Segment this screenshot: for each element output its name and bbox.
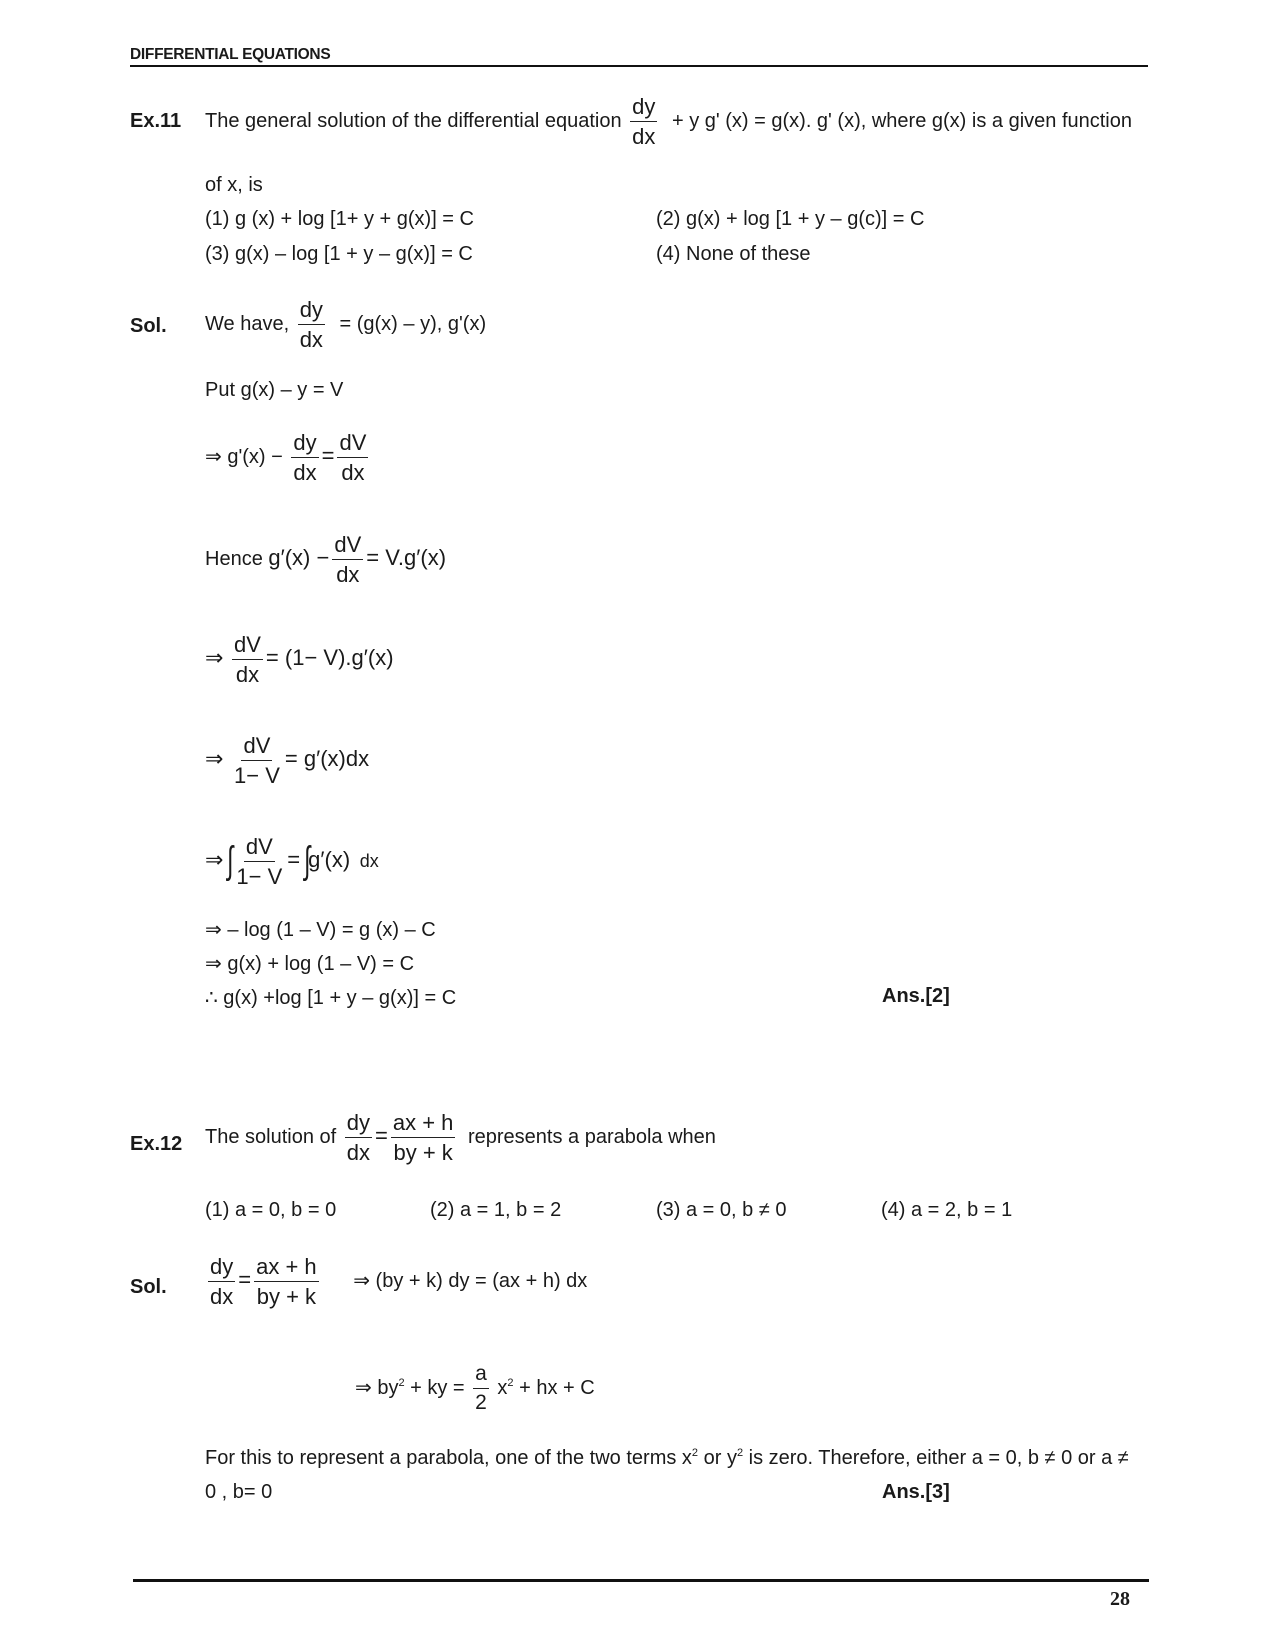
ex11-step-10: ∴ g(x) +log [1 + y – g(x)] = C bbox=[205, 987, 457, 1009]
step-text: We have, bbox=[205, 313, 290, 336]
equals-sign: = bbox=[238, 1267, 252, 1293]
dy-dx-fraction bbox=[630, 94, 657, 150]
ex12-label: Ex.12 bbox=[130, 1133, 183, 1155]
implies-arrow: ⇒ bbox=[205, 645, 224, 671]
ex11-option-3: (3) g(x) – log [1 + y – g(x)] = C bbox=[205, 243, 473, 265]
paragraph-text: For this to represent a parabola, one of the two terms x bbox=[205, 1447, 692, 1469]
implies-arrow: ⇒ bbox=[205, 746, 224, 772]
ex11-question bbox=[205, 94, 1132, 150]
fraction-numerator: dy bbox=[630, 94, 657, 122]
question-text: The solution of bbox=[205, 1126, 337, 1149]
ex11-label: Ex.11 bbox=[130, 110, 182, 132]
fraction-denominator: dx bbox=[210, 1284, 234, 1310]
ex11-step-9: ⇒ g(x) + log (1 – V) = C bbox=[205, 953, 415, 975]
step-text: ⇒ by bbox=[355, 1376, 399, 1399]
fraction-denominator: by + k bbox=[393, 1140, 453, 1166]
fraction-numerator: dy bbox=[298, 297, 325, 325]
ex11-sol-label: Sol. bbox=[130, 315, 167, 337]
fraction-denominator: by + k bbox=[256, 1284, 317, 1310]
paragraph-text: or y bbox=[698, 1447, 737, 1469]
fraction-numerator: dV bbox=[241, 733, 272, 761]
ex12-option-2: (2) a = 1, b = 2 bbox=[430, 1199, 562, 1221]
step-text: g′(x) − bbox=[268, 545, 330, 571]
ex12-option-4: (4) a = 2, b = 1 bbox=[881, 1199, 1013, 1221]
integral-sign: ∫ bbox=[303, 840, 311, 883]
ex12-sol-label: Sol. bbox=[130, 1276, 167, 1298]
ex11-question-prefix: The general solution of the differential equation bbox=[205, 110, 622, 133]
dV-1minusV-fraction bbox=[232, 733, 282, 789]
fraction-numerator: dy bbox=[291, 430, 318, 458]
ex12-paragraph-line-1 bbox=[205, 1447, 1129, 1470]
equals-sign: = bbox=[375, 1123, 388, 1149]
superscript: 2 bbox=[736, 1447, 744, 1459]
page-number: 28 bbox=[1110, 1588, 1130, 1610]
step-text: = (g(x) – y), g'(x) bbox=[339, 313, 487, 336]
superscript: 2 bbox=[398, 1376, 405, 1389]
header-rule bbox=[130, 65, 1148, 67]
dV-dx-fraction bbox=[332, 532, 363, 588]
step-text: ⇒ (by + k) dy = (ax + h) dx bbox=[353, 1270, 588, 1293]
ex12-paragraph-line-2: 0 , b= 0 bbox=[205, 1481, 273, 1503]
dy-dx-fraction bbox=[345, 1110, 372, 1166]
fraction-denominator: dx bbox=[293, 460, 317, 486]
ax-h-by-k-fraction bbox=[254, 1254, 319, 1310]
step-text: = (1− V).g′(x) bbox=[265, 645, 394, 671]
fraction-denominator: 2 bbox=[475, 1391, 487, 1415]
ex11-step-6 bbox=[205, 733, 369, 789]
step-text: ⇒ g'(x) − bbox=[205, 446, 283, 469]
superscript: 2 bbox=[507, 1376, 514, 1389]
ex12-option-3: (3) a = 0, b ≠ 0 bbox=[656, 1199, 787, 1221]
fraction-numerator: dV bbox=[232, 632, 263, 660]
equals-sign: = bbox=[321, 443, 335, 469]
ex12-question bbox=[205, 1110, 716, 1166]
ex11-option-2: (2) g(x) + log [1 + y – g(c)] = C bbox=[656, 208, 925, 230]
fraction-denominator: dx bbox=[346, 1140, 371, 1166]
fraction-numerator: ax + h bbox=[254, 1254, 319, 1282]
step-text: = g′(x)dx bbox=[284, 746, 370, 772]
fraction-numerator: dV bbox=[337, 430, 368, 458]
fraction-numerator: dy bbox=[208, 1254, 235, 1282]
running-header-title: DIFFERENTIAL EQUATIONS bbox=[130, 46, 331, 63]
step-text: Hence bbox=[205, 548, 263, 571]
fraction-denominator: dx bbox=[336, 562, 360, 588]
fraction-denominator: dx bbox=[632, 124, 656, 150]
step-text: = V.g′(x) bbox=[366, 545, 447, 571]
ex12-step-1 bbox=[205, 1254, 587, 1310]
footer-rule bbox=[133, 1579, 1149, 1582]
equals-sign: = bbox=[287, 847, 301, 873]
a-over-2-fraction bbox=[473, 1362, 489, 1415]
ex12-answer: Ans.[3] bbox=[882, 1481, 950, 1503]
step-text: x bbox=[491, 1376, 508, 1399]
fraction-numerator: dV bbox=[332, 532, 363, 560]
ex11-step-8: ⇒ – log (1 – V) = g (x) – C bbox=[205, 919, 436, 941]
ex11-answer: Ans.[2] bbox=[882, 985, 950, 1007]
ex11-option-4: (4) None of these bbox=[656, 243, 811, 265]
dy-dx-fraction bbox=[291, 430, 318, 486]
fraction-denominator: dx bbox=[299, 327, 323, 353]
ex11-step-1 bbox=[205, 297, 486, 353]
ex11-step-4 bbox=[205, 532, 446, 588]
fraction-denominator: dx bbox=[235, 662, 260, 688]
ex11-step-3 bbox=[205, 430, 371, 486]
dV-1minusV-fraction bbox=[234, 834, 284, 890]
dy-dx-fraction bbox=[208, 1254, 235, 1310]
question-text: represents a parabola when bbox=[467, 1126, 716, 1149]
fraction-denominator: 1− V bbox=[234, 763, 280, 789]
implies-arrow: ⇒ bbox=[205, 847, 224, 873]
ex12-step-2 bbox=[355, 1362, 595, 1415]
fraction-numerator: dV bbox=[244, 834, 275, 862]
dy-dx-fraction bbox=[298, 297, 325, 353]
step-text: dx bbox=[359, 851, 379, 872]
step-text: g′(x) bbox=[308, 847, 351, 873]
fraction-denominator: dx bbox=[341, 460, 365, 486]
fraction-numerator: ax + h bbox=[391, 1110, 456, 1138]
ex11-question-cont: of x, is bbox=[205, 174, 263, 196]
dV-dx-fraction bbox=[337, 430, 368, 486]
ex11-step-5 bbox=[205, 632, 394, 688]
fraction-numerator: dy bbox=[345, 1110, 372, 1138]
ex11-question-suffix: + y g' (x) = g(x). g' (x), where g(x) is a given function bbox=[671, 110, 1132, 133]
paragraph-text: is zero. Therefore, either a = 0, b ≠ 0 or a ≠ bbox=[743, 1447, 1129, 1469]
step-text: + hx + C bbox=[513, 1376, 595, 1399]
superscript: 2 bbox=[691, 1447, 699, 1459]
ex11-option-1: (1) g (x) + log [1+ y + g(x)] = C bbox=[205, 208, 474, 230]
fraction-denominator: 1− V bbox=[236, 864, 283, 890]
dV-dx-fraction bbox=[232, 632, 263, 688]
ex11-step-7 bbox=[205, 834, 379, 890]
fraction-numerator: a bbox=[473, 1362, 489, 1389]
ax-h-by-k-fraction bbox=[391, 1110, 456, 1166]
integral-sign: ∫ bbox=[227, 840, 234, 883]
ex11-step-2: Put g(x) – y = V bbox=[205, 379, 344, 401]
step-text: + ky = bbox=[404, 1376, 465, 1399]
ex12-option-1: (1) a = 0, b = 0 bbox=[205, 1199, 337, 1221]
